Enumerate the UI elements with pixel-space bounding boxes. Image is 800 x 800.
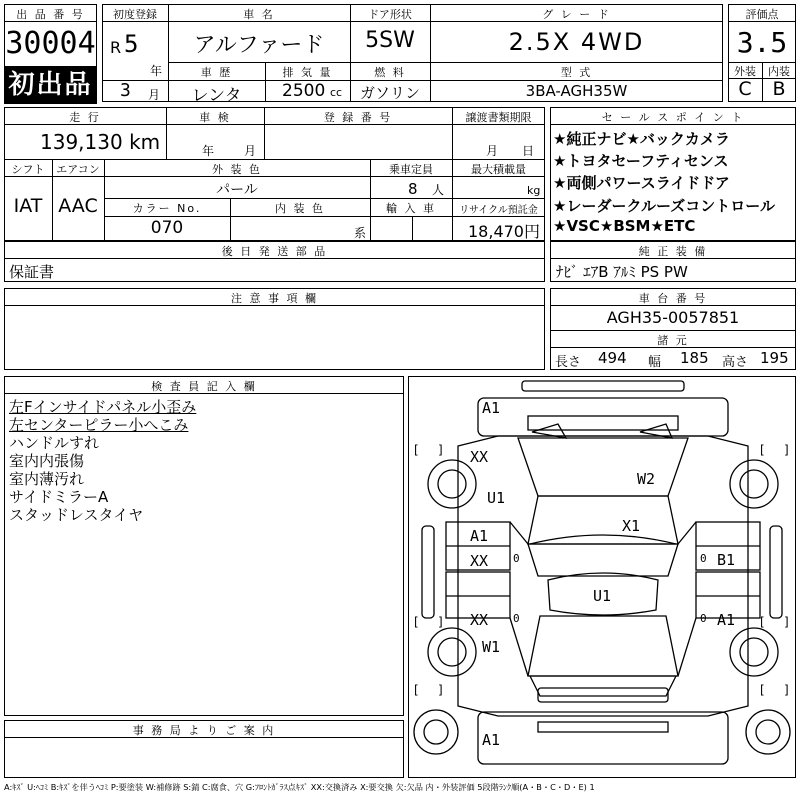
chassis-number: AGH35-0057851 <box>606 308 740 327</box>
damage-mark: W1 <box>482 638 501 656</box>
sales-point-item: ★VSC★BSM★ETC <box>553 217 696 235</box>
inspector-line: ハンドルすれ <box>9 434 100 452</box>
inspector-line: 室内薄汚れ <box>9 470 85 488</box>
door-type-label: ドア形状 <box>368 8 412 21</box>
equipment-value: ﾅﾋﾞ ｴｱB ｱﾙﾐ PS PW <box>556 263 688 281</box>
width-label: 幅 <box>648 355 662 370</box>
import-label: 輸 入 車 <box>386 202 436 215</box>
inspector-line: 左センターピラー小へこみ <box>9 416 189 434</box>
vehicle-name-label: 車 名 <box>243 8 275 21</box>
svg-text:[: [ <box>760 615 765 629</box>
year-unit: 年 <box>150 64 163 78</box>
length-label: 長さ <box>555 355 582 370</box>
damage-mark: B1 <box>717 551 736 569</box>
dims-label: 諸 元 <box>657 334 689 347</box>
score-label: 評価点 <box>745 8 779 21</box>
damage-mark: U1 <box>593 587 612 605</box>
first-reg-label: 初度登録 <box>113 8 157 21</box>
transfer-month-unit: 月 <box>486 144 499 158</box>
svg-text:[: [ <box>760 683 765 697</box>
chassis-label: 車 台 番 号 <box>638 292 708 305</box>
displacement-label: 排 気 量 <box>282 66 333 79</box>
damage-mark: A1 <box>470 527 489 545</box>
transfer-deadline-label: 譲渡書類期限 <box>465 111 532 124</box>
damage-mark: A1 <box>482 731 501 749</box>
damage-mark: 0 <box>700 552 707 565</box>
first-reg-year: 5 <box>124 30 139 58</box>
svg-text:]: ] <box>784 683 789 697</box>
recycle-label: リサイクル預託金 <box>459 205 538 216</box>
damage-mark: 0 <box>700 612 707 625</box>
height-value: 195 <box>760 349 789 367</box>
inspection-month-unit: 月 <box>244 144 257 158</box>
sales-point-item: ★純正ナビ★バックカメラ <box>553 130 730 148</box>
exterior-grade-label: 外装 <box>734 65 756 78</box>
damage-mark: XX <box>470 552 489 570</box>
color-no: 070 <box>150 218 184 238</box>
door-type: 5SW <box>365 28 415 53</box>
svg-text:[: [ <box>414 615 419 629</box>
seats-unit: 人 <box>432 183 445 197</box>
int-color-label: 内 装 色 <box>275 202 325 215</box>
int-color-suffix: 系 <box>354 226 367 240</box>
mileage-label: 走 行 <box>69 111 101 124</box>
inspector-line: スタッドレスタイヤ <box>9 506 144 524</box>
color-no-label: カラー No. <box>132 202 202 215</box>
score: 3.5 <box>736 26 788 59</box>
history: レンタ <box>191 86 242 106</box>
footer-legend: A:ｷｽﾞ U:ﾍｺﾐ B:ｷｽﾞを伴うﾍｺﾐ P:要塗装 W:補修跡 S:錆 C:腐食、穴 G:ﾌﾛﾝﾄｶﾞﾗｽ点ｷｽﾞ XX:交換済み X:要交換 欠:欠品 内・外装評価 5段階ﾗﾝｸ順(A・B・C・D・E) 1 <box>4 782 595 792</box>
equipment-label: 純 正 装 備 <box>638 245 708 258</box>
width-value: 185 <box>680 349 709 367</box>
lot-number: 30004 <box>5 26 96 61</box>
svg-text:]: ] <box>784 615 789 629</box>
inspector-line: 左Fインサイドパネル小歪み <box>9 398 197 416</box>
damage-mark: XX <box>470 448 489 466</box>
shift: IAT <box>13 195 43 217</box>
damage-mark: X1 <box>622 517 641 535</box>
recycle-fee: 18,470円 <box>468 222 540 241</box>
first-listing-badge: 初出品 <box>4 66 97 104</box>
mileage: 139,130 km <box>40 130 161 154</box>
fuel: ガソリン <box>359 84 420 102</box>
aircon: AAC <box>58 195 98 217</box>
registration-label: 登 録 番 号 <box>323 111 393 124</box>
later-parts-value: 保証書 <box>9 263 55 281</box>
inspection-year-unit: 年 <box>202 144 215 158</box>
inspector-line: 室内内張傷 <box>9 452 85 470</box>
sales-point-item: ★両側パワースライドドア <box>553 174 730 192</box>
inspection-label: 車 検 <box>199 111 231 124</box>
svg-text:[: [ <box>414 683 419 697</box>
aircon-label: エアコン <box>56 163 100 176</box>
max-load-label: 最大積載量 <box>471 163 526 176</box>
ext-color: パール <box>216 182 258 198</box>
damage-mark: U1 <box>487 489 506 507</box>
svg-text:]: ] <box>438 615 443 629</box>
max-load-unit: kg <box>527 184 541 197</box>
inspector-line: サイドミラーA <box>9 488 109 506</box>
history-label: 車 歴 <box>200 66 233 79</box>
shift-label: シフト <box>11 163 45 176</box>
exterior-grade: C <box>738 78 752 100</box>
first-reg-month: 3 <box>120 80 131 101</box>
damage-mark: 0 <box>513 552 520 565</box>
length-value: 494 <box>598 349 627 367</box>
notes-label: 注 意 事 項 欄 <box>231 292 318 305</box>
height-label: 高さ <box>722 355 749 370</box>
grade: 2.5X 4WD <box>508 28 645 56</box>
svg-text:]: ] <box>784 443 789 457</box>
damage-mark: XX <box>470 611 489 629</box>
svg-text:[: [ <box>760 443 765 457</box>
displacement-unit: cc <box>330 86 343 99</box>
fuel-label: 燃 料 <box>374 66 406 79</box>
sales-point-item: ★トヨタセーフティセンス <box>553 152 729 170</box>
damage-mark: W2 <box>637 470 656 488</box>
ext-color-label: 外 装 色 <box>212 163 262 176</box>
office-label: 事 務 局 よ り ご 案 内 <box>132 724 276 737</box>
svg-text:]: ] <box>438 683 443 697</box>
era: R <box>110 38 122 57</box>
seats: 8 <box>408 180 418 198</box>
interior-grade: B <box>772 78 786 100</box>
car-diagram <box>408 376 796 778</box>
interior-grade-label: 内装 <box>768 65 790 78</box>
sales-points-label: セ ー ル ス ポ イ ン ト <box>601 111 745 124</box>
model-code: 3BA-AGH35W <box>525 82 628 100</box>
svg-text:]: ] <box>438 443 443 457</box>
svg-text:[: [ <box>414 443 419 457</box>
vehicle-name: アルファード <box>193 33 325 58</box>
damage-mark: 0 <box>513 612 520 625</box>
sales-point-item: ★レーダークルーズコントロール <box>553 197 775 215</box>
displacement: 2500 <box>282 81 326 101</box>
damage-mark: A1 <box>717 611 736 629</box>
damage-mark: A1 <box>482 399 501 417</box>
model-code-label: 型 式 <box>560 66 593 79</box>
later-parts-label: 後 日 発 送 部 品 <box>221 245 328 258</box>
transfer-day-unit: 日 <box>522 144 535 158</box>
lot-number-label: 出 品 番 号 <box>16 8 85 21</box>
month-unit: 月 <box>148 88 161 102</box>
grade-label: グ レ ー ド <box>542 8 611 21</box>
inspector-label: 検 査 員 記 入 欄 <box>151 380 257 393</box>
seats-label: 乗車定員 <box>389 163 433 176</box>
